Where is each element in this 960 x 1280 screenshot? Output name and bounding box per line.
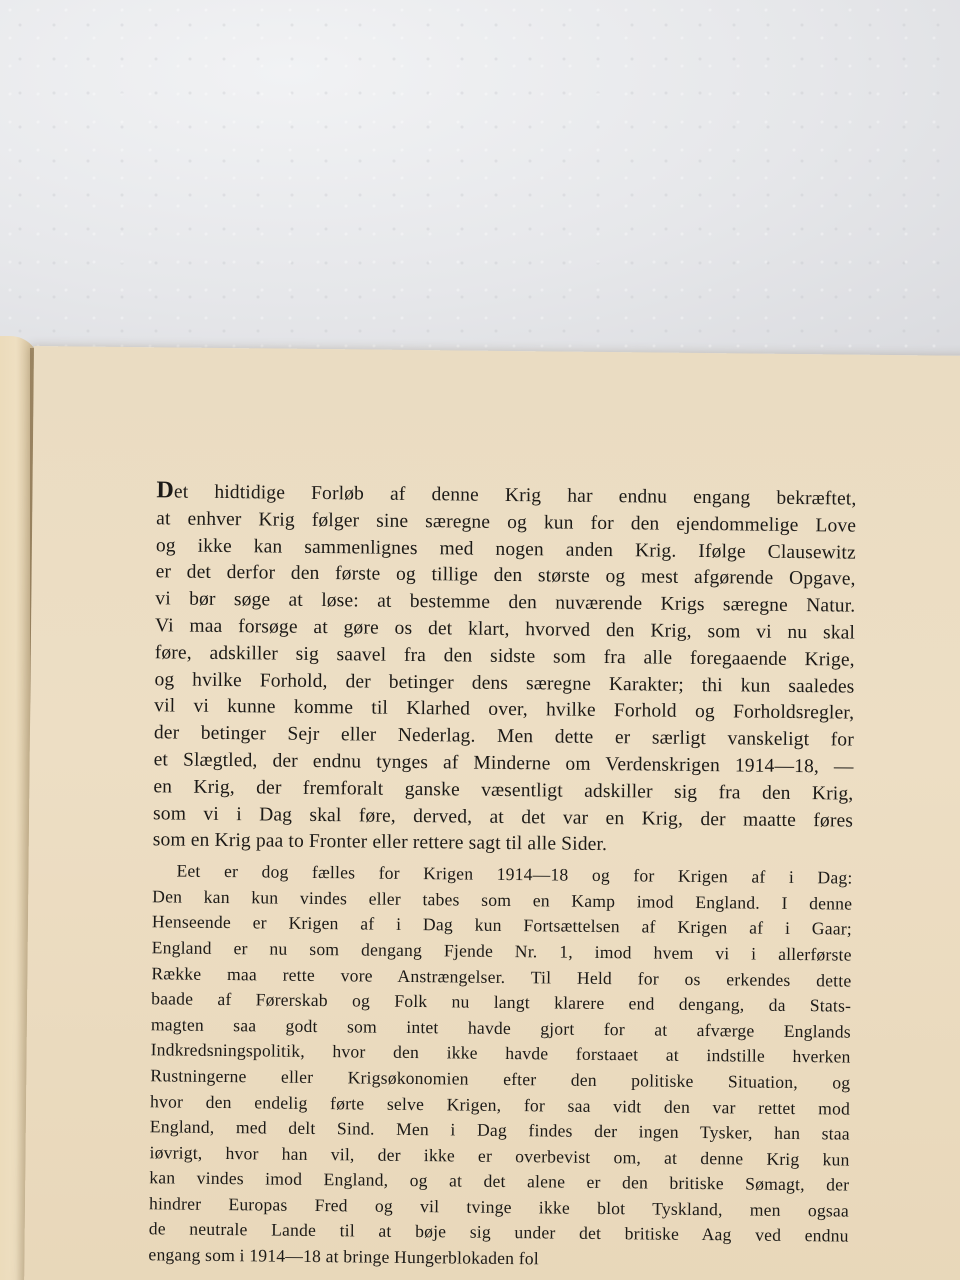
- text-line: Vi maa forsøge at gøre os det klart, hvorved den Krig, som vi nu skal: [154, 615, 856, 644]
- text-line: en Krig, der fremforalt ganske væsentligt adskiller sig fra den Krig,: [153, 776, 854, 805]
- text-line: som en Krig paa to Fronter eller rettere sagt til alle Sider.: [152, 829, 608, 856]
- text-line: Henseende er Krigen af i Dag kun Fortsættelsen af Krigen af i Gaar;: [151, 911, 853, 939]
- text-line: Rustningerne eller Krigsøkonomien efter den politiske Situation, og: [150, 1065, 851, 1093]
- text-line: vil vi kunne komme til Klarhed over, hvilke Forhold og Forholdsregler,: [154, 695, 855, 724]
- text-line: baade af Førerskab og Folk nu langt klarere end dengang, da Stats-: [151, 988, 852, 1016]
- text-line: kan vindes imod England, og at det alene er den britiske Sømagt, der: [149, 1167, 850, 1195]
- book-page: [24, 346, 960, 1280]
- text-line: hindrer Europas Fred og vil tvinge ikke blot Tyskland, men ogsaa: [148, 1193, 850, 1221]
- text-line: vi bør søge at løse: at bestemme den nuværende Krigs særegne Natur.: [155, 588, 856, 617]
- text-line: Indkredsningspolitik, hvor den ikke havde forstaaet at indstille hverken: [150, 1039, 851, 1067]
- drop-cap: D: [156, 477, 175, 504]
- text-line: iøvrigt, hvor han vil, der ikke er overbevist om, at denne Krig kun: [149, 1141, 850, 1170]
- text-line: er det derfor den første og tillige den største og mest afgørende Opgave,: [155, 561, 856, 591]
- text-line: der betinger Sejr eller Nederlag. Men dette er særligt vanskeligt for: [153, 722, 855, 751]
- text-line: Række maa rette vore Anstrængelser. Til Held for os erkendes dette: [151, 962, 852, 991]
- paragraph-2: [148, 858, 852, 1275]
- text-line: Den kan kun vindes eller tabes som en Kamp imod England. I denne: [152, 886, 853, 914]
- text-line: føre, adskiller sig saavel fra den sidste som fra alle foregaaende Krige,: [154, 642, 855, 671]
- page-text-block: [148, 477, 856, 1275]
- text-line: og ikke kan sammenlignes med nogen anden Krig. Ifølge Clausewitz: [155, 534, 856, 564]
- text-line: Det hidtidige Forløb af denne Krig har endnu engang bekræftet,: [156, 477, 857, 510]
- text-line: at enhver Krig følger sine særegne og kun for den ejendommelige Love: [156, 508, 857, 537]
- text-line: og hvilke Forhold, der betinger dens særegne Karakter; thi kun saaledes: [154, 668, 855, 698]
- text-line: engang som i 1914—18 at bringe Hungerblokaden fol: [148, 1244, 540, 1269]
- text-line: et Slægtled, der endnu tynges af Minderne om Verdenskrigen 1914—18, —: [153, 749, 854, 778]
- text-line: de neutrale Lande til at bøje sig under det britiske Aag ved endnu: [148, 1218, 849, 1247]
- paragraph-1: [153, 477, 857, 861]
- text-line: som vi i Dag skal føre, derved, at det var en Krig, der maatte føres: [153, 802, 854, 832]
- text-line: hvor den endelig førte selve Krigen, for saa vidt den var rettet mod: [149, 1090, 851, 1119]
- text-line: England, med delt Sind. Men i Dag findes der ingen Tysker, han staa: [149, 1116, 850, 1144]
- text-line: Eet er dog fælles for Krigen 1914—18 og for Krigen af i Dag:: [176, 860, 853, 888]
- text-line: England er nu som dengang Fjende Nr. 1, imod hvem vi i allerførste: [151, 937, 852, 965]
- text-line: magten saa godt som intet havde gjort for at afværge Englands: [150, 1013, 851, 1042]
- wall-texture: [0, 0, 960, 360]
